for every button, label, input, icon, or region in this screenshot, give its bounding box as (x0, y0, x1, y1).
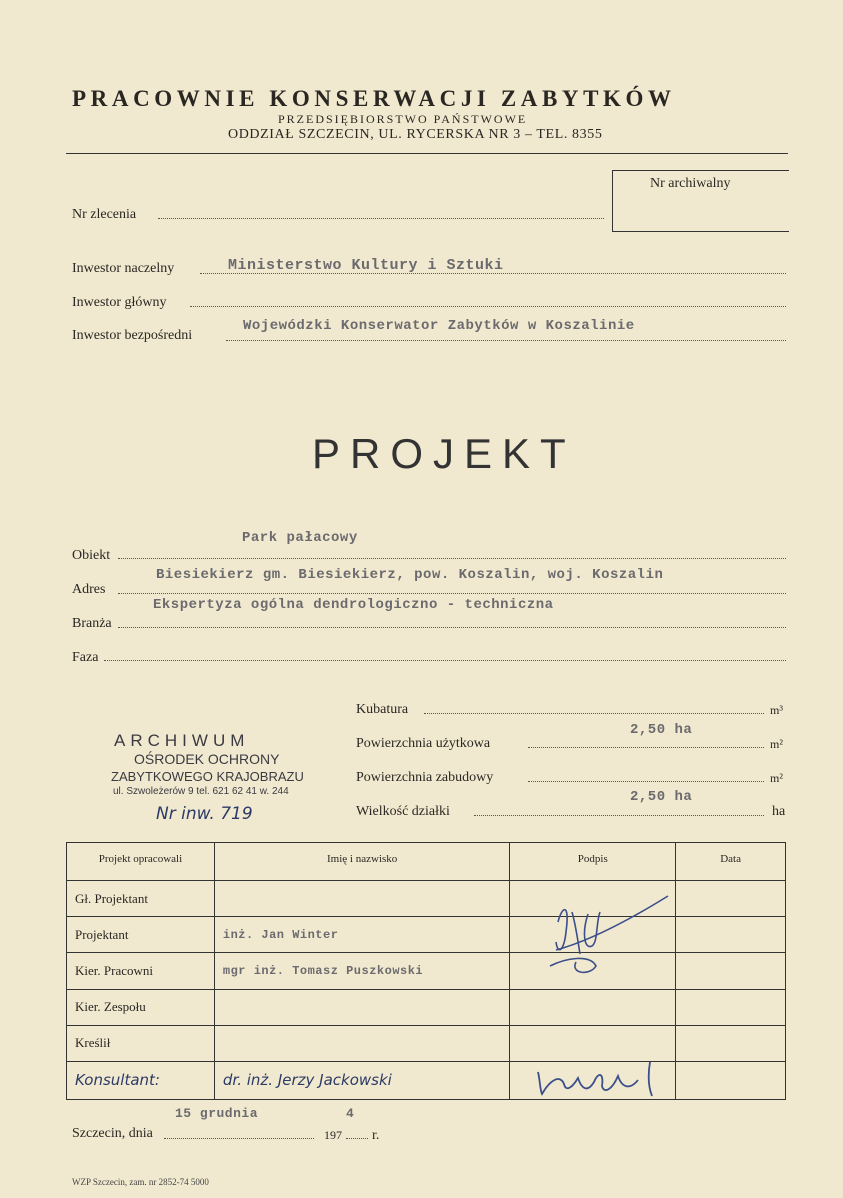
print-footer: WZP Szczecin, zam. nr 2852-74 5000 (72, 1177, 209, 1187)
table-row-role: Projektant (67, 917, 215, 953)
obiekt-value: Park pałacowy (242, 530, 358, 546)
wielkosc-label: Wielkość działki (356, 804, 450, 819)
table-row-role: Gł. Projektant (67, 881, 215, 917)
document-title: PROJEKT (312, 430, 576, 477)
pow-uzytkowa-value: 2,50 ha (630, 722, 693, 738)
faza-line (104, 660, 786, 661)
adres-label: Adres (72, 582, 106, 597)
pow-zabudowy-label: Powierzchnia zabudowy (356, 770, 494, 785)
pow-zabudowy-line (528, 781, 764, 782)
header-date: Data (676, 843, 786, 881)
kubatura-line (424, 713, 764, 714)
org-type: PRZEDSIĘBIORSTWO PAŃSTWOWE (278, 112, 528, 126)
table-row-name: dr. inż. Jerzy Jackowski (214, 1061, 510, 1099)
table-row-name (214, 881, 510, 917)
nr-zlecenia-label: Nr zlecenia (72, 207, 137, 222)
inwestor-naczelny-value: Ministerstwo Kultury i Sztuki (228, 257, 504, 274)
table-row-role: Kier. Pracowni (67, 953, 215, 989)
nr-zlecenia-line (158, 218, 604, 219)
branza-line (118, 627, 786, 628)
inwestor-bezposredni-line (226, 340, 786, 341)
header-signature: Podpis (510, 843, 676, 881)
inwestor-glowny-label: Inwestor główny (72, 295, 167, 310)
archive-number-label: Nr archiwalny (650, 176, 731, 191)
year-prefix: 197 (324, 1128, 342, 1142)
header-role: Projekt opracowali (67, 843, 215, 881)
inwestor-bezposredni-label: Inwestor bezpośredni (72, 328, 193, 343)
wielkosc-line (474, 815, 764, 816)
date-prefix: Szczecin, dnia (72, 1126, 153, 1141)
pow-uzytkowa-label: Powierzchnia użytkowa (356, 736, 491, 751)
date-line (164, 1138, 314, 1139)
adres-line (118, 593, 786, 594)
date-suffix: r. (372, 1128, 380, 1143)
table-row-name: inż. Jan Winter (214, 917, 510, 953)
kubatura-unit: m³ (770, 703, 783, 717)
year-line (346, 1138, 368, 1139)
stamp-archiwum: ARCHIWUM (114, 731, 250, 750)
obiekt-line (118, 558, 786, 559)
table-row-role: Konsultant: (67, 1061, 215, 1099)
inwestor-glowny-line (190, 306, 786, 307)
date-value: 15 grudnia (175, 1106, 259, 1121)
org-name: PRACOWNIE KONSERWACJI ZABYTKÓW (72, 86, 676, 111)
adres-value: Biesiekierz gm. Biesiekierz, pow. Koszalin, woj. Koszalin (156, 567, 664, 583)
consultant-signature (530, 1054, 680, 1102)
inventory-number: Nr inw. 719 (156, 804, 253, 824)
kubatura-label: Kubatura (356, 702, 409, 717)
signature-scribble (536, 892, 676, 982)
pow-zabudowy-unit: m² (770, 771, 783, 785)
year-digit: 4 (346, 1106, 355, 1121)
wielkosc-value: 2,50 ha (630, 789, 693, 805)
stamp-line2: OŚRODEK OCHRONY (134, 751, 280, 767)
wielkosc-unit: ha (772, 804, 786, 819)
pow-uzytkowa-unit: m² (770, 737, 783, 751)
header-rule (66, 153, 788, 154)
table-row-name (214, 989, 510, 1025)
stamp-line4: ul. Szwoleżerów 9 tel. 621 62 41 w. 244 (113, 786, 289, 797)
branch-address: ODDZIAŁ SZCZECIN, UL. RYCERSKA NR 3 – TEL. 8355 (228, 127, 603, 142)
inwestor-bezposredni-value: Wojewódzki Konserwator Zabytków w Koszalinie (243, 318, 635, 334)
branza-value: Ekspertyza ogólna dendrologiczno - techniczna (153, 597, 554, 613)
stamp-line3: ZABYTKOWEGO KRAJOBRAZU (111, 769, 304, 784)
table-row-name: mgr inż. Tomasz Puszkowski (214, 953, 510, 989)
faza-label: Faza (72, 650, 99, 665)
inwestor-naczelny-label: Inwestor naczelny (72, 261, 175, 276)
obiekt-label: Obiekt (72, 548, 111, 563)
table-row-name (214, 1025, 510, 1061)
table-row-role: Kreślił (67, 1025, 215, 1061)
branza-label: Branża (72, 616, 112, 631)
table-row-role: Kier. Zespołu (67, 989, 215, 1025)
pow-uzytkowa-line (528, 747, 764, 748)
header-name: Imię i nazwisko (214, 843, 510, 881)
